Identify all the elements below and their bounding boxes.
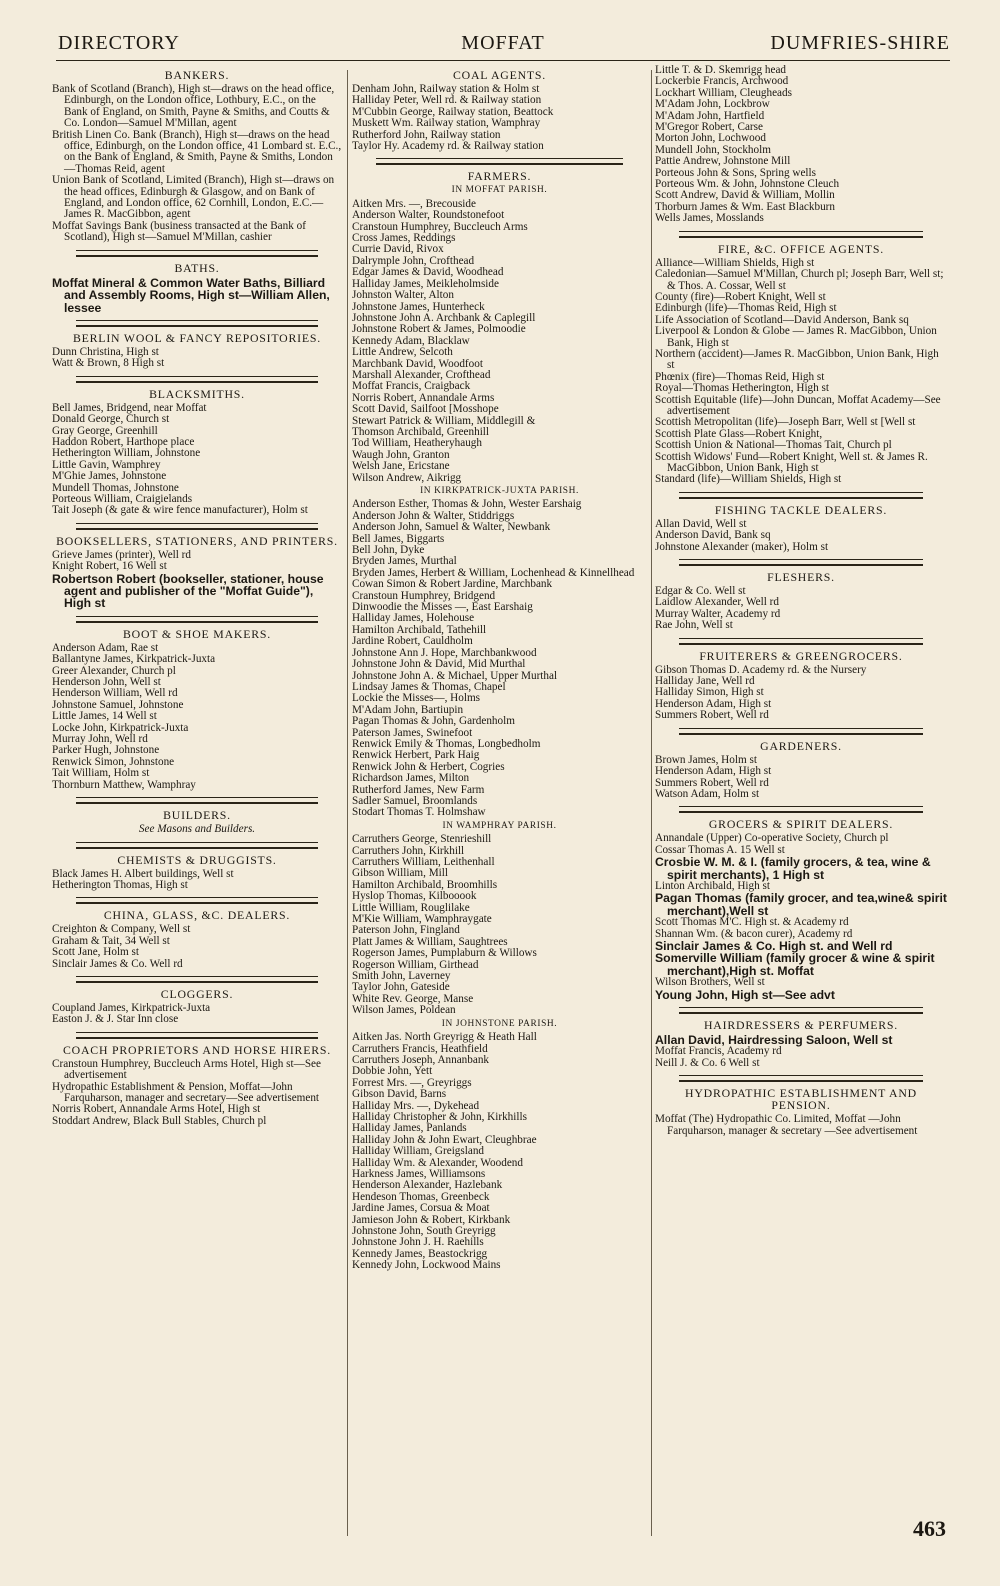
directory-entry: Halliday James, Meikleholmside	[352, 277, 499, 290]
directory-entry: Scottish Union & National—Thomas Tait, Church pl	[655, 439, 892, 452]
directory-entry: Cowan Simon & Robert Jardine, Marchbank	[352, 578, 553, 591]
directory-entry: Neill J. & Co. 6 Well st	[655, 1056, 760, 1069]
directory-entry: Johnstone John & David, Mid Murthal	[352, 658, 526, 671]
directory-entry: Creighton & Company, Well st	[52, 923, 191, 936]
directory-section	[52, 809, 342, 835]
directory-section	[52, 262, 342, 314]
directory-entry: Carruthers Joseph, Annanbank	[352, 1053, 490, 1066]
section-heading: FIRE, &C. OFFICE AGENTS.	[717, 241, 885, 256]
directory-entry: Mundell Thomas, Johnstone	[52, 481, 179, 494]
directory-entry: Moffat Francis, Craigback	[352, 380, 471, 393]
directory-section	[655, 818, 947, 1001]
directory-entry: Lockie the Misses—, Holms	[352, 692, 481, 705]
directory-entry: Rogerson James, Pumplaburn & Willows	[352, 947, 537, 960]
directory-entry: Henderson John, Well st	[52, 676, 161, 689]
directory-entry: Dinwoodie the Misses —, East Earshaig	[352, 601, 533, 614]
directory-entry: Easton J. & J. Star Inn close	[52, 1013, 179, 1026]
section-divider	[679, 728, 923, 735]
parish-subheading: IN JOHNSTONE PARISH.	[441, 1018, 558, 1029]
directory-entry: Anderson Walter, Roundstonefoot	[352, 209, 505, 222]
directory-entry: Black James H. Albert buildings, Well st	[52, 867, 234, 880]
directory-entry: Sadler Samuel, Broomlands	[352, 794, 478, 807]
directory-entry: Denham John, Railway station & Holm st	[352, 83, 540, 95]
directory-entry: Summers Robert, Well rd	[655, 776, 769, 789]
directory-entry: Allan David, Hairdressing Saloon, Well st	[655, 1033, 893, 1047]
directory-entry: Dunn Christina, High st	[52, 345, 159, 358]
directory-entry: Grieve James (printer), Well rd	[52, 548, 191, 561]
directory-entry: Union Bank of Scotland, Limited (Branch), High st—draws on the head offices, Edinburgh & Glasgow, and on Bank of England, and London office, 62 Cornhill, London, E.C.—James R. MacGibbon, agent	[52, 174, 335, 221]
directory-section	[655, 243, 947, 486]
directory-section	[655, 504, 947, 553]
directory-entry: Knight Robert, 16 Well st	[52, 560, 167, 573]
directory-entry: Jardine James, Corsua & Moat	[352, 1202, 490, 1215]
directory-entry: Halliday William, Greigsland	[352, 1145, 485, 1158]
directory-entry: Northern (accident)—James R. MacGibbon, Union Bank, High st	[655, 347, 939, 372]
directory-entry: Halliday Wm. & Alexander, Woodend	[352, 1156, 523, 1169]
directory-column-1	[52, 65, 342, 1127]
directory-entry: Mundell John, Stockholm	[655, 143, 771, 156]
directory-entry: Alliance—William Shields, High st	[655, 256, 815, 269]
section-heading: CLOGGERS.	[160, 986, 234, 1001]
directory-entry: White Rev. George, Manse	[352, 992, 474, 1005]
directory-entry: Scott David, Sailfoot [Mosshope	[352, 403, 499, 416]
column-rule	[651, 70, 652, 1536]
directory-entry: Thornburn Matthew, Wamphray	[52, 778, 196, 791]
directory-entry: Currie David, Rivox	[352, 243, 444, 256]
directory-entry: Moffat Savings Bank (business transacted at the Bank of Scotland), High st—Samuel M'Millan, cashier	[52, 219, 306, 244]
directory-entry: Scottish Plate Glass—Robert Knight,	[655, 427, 823, 440]
directory-column-2	[352, 65, 647, 1272]
directory-entry: Henderson Adam, High st	[655, 765, 772, 778]
directory-entry: County (fire)—Robert Knight, Well st	[655, 290, 826, 303]
directory-entry: Henderson William, Well rd	[52, 687, 178, 700]
directory-entry: Anderson Esther, Thomas & John, Wester Earshaig	[352, 498, 582, 511]
directory-entry: Robertson Robert (bookseller, stationer, house agent and publisher of the "Moffat Guide"), High st	[52, 571, 324, 611]
directory-section	[352, 170, 647, 484]
parish-subheading: IN MOFFAT PARISH.	[451, 185, 548, 196]
section-heading: BOOT & SHOE MAKERS.	[122, 626, 272, 641]
directory-entry: Liverpool & London & Globe — James R. MacGibbon, Union Bank, High st	[655, 325, 937, 349]
section-divider	[76, 616, 318, 623]
section-divider	[76, 842, 318, 849]
directory-entry: Anderson Adam, Rae st	[52, 641, 159, 654]
directory-entry: Sinclair James & Co. High st. and Well rd	[655, 938, 893, 953]
directory-entry: Scott Andrew, David & William, Mollin	[655, 189, 835, 202]
directory-entry: Lindsay James & Thomas, Chapel	[352, 680, 506, 693]
directory-section	[52, 909, 342, 970]
directory-entry: Forrest Mrs. —, Greyriggs	[352, 1076, 472, 1089]
directory-entry: Hyslop Thomas, Kilbooook	[352, 890, 477, 903]
directory-entry: Johnstone James, Hunterheck	[352, 300, 485, 313]
directory-entry: M'Adam John, Bartiupin	[352, 703, 464, 716]
directory-entry: Caledonian—Samuel M'Millan, Church pl; Joseph Barr, Well st; & Thos. A. Cossar, Well st	[655, 268, 944, 292]
section-divider	[679, 806, 923, 813]
section-heading: CHINA, GLASS, &C. DEALERS.	[103, 908, 291, 923]
directory-entry: Halliday Christopher & John, Kirkhills	[352, 1110, 527, 1123]
section-heading: FLESHERS.	[767, 570, 835, 585]
cross-reference-note: See Masons and Builders.	[138, 823, 256, 836]
directory-entry: Watson Adam, Holm st	[655, 787, 760, 800]
directory-entry: Pattie Andrew, Johnstone Mill	[655, 155, 791, 168]
section-divider	[376, 158, 623, 165]
directory-entry: Taylor John, Gateside	[352, 981, 450, 994]
section-divider	[76, 897, 318, 904]
directory-entry: Stewart Patrick & William, Middlegill &	[352, 414, 536, 427]
directory-entry: Aitken Mrs. —, Brecouside	[352, 197, 476, 210]
directory-entry: Stodart Thomas T. Holmshaw	[352, 806, 486, 819]
directory-section	[352, 1019, 647, 1272]
section-heading: GROCERS & SPIRIT DEALERS.	[708, 817, 894, 832]
directory-entry: Johnstone John, South Greyrigg	[352, 1225, 496, 1237]
section-divider	[76, 1032, 318, 1039]
section-heading: FARMERS.	[467, 169, 532, 184]
directory-entry: Rae John, Well st	[655, 619, 733, 632]
directory-entry: Kennedy James, Beastockrigg	[352, 1247, 488, 1260]
directory-entry: Lockhart William, Cleugheads	[655, 86, 792, 99]
directory-entry: Summers Robert, Well rd	[655, 709, 769, 722]
directory-section	[52, 988, 342, 1026]
directory-entry: Moffat Francis, Academy rd	[655, 1045, 782, 1058]
directory-entry: Gray George, Greenhill	[52, 424, 158, 437]
directory-entry: Cranstoun Humphrey, Buccleuch Arms Hotel, High st—See advertisement	[52, 1057, 321, 1082]
directory-entry: Johnstone John A. Archbank & Caplegill	[352, 311, 536, 324]
directory-entry: Hetherington Thomas, High st	[52, 878, 188, 891]
directory-section	[655, 650, 947, 722]
directory-entry: British Linen Co. Bank (Branch), High st—draws on the head office, Edinburgh, on the London office, 41 Lombard st. E.C., on the Bank of England, & Smith, Payne & Smiths, London—Thomas Reid, agent	[52, 128, 342, 175]
directory-entry: Watt & Brown, 8 High st	[52, 357, 165, 370]
directory-entry: Halliday James, Holehouse	[352, 612, 475, 625]
directory-entry: M'Adam John, Hartfield	[655, 109, 765, 122]
directory-entry: Little T. & D. Skemrigg head	[655, 64, 787, 76]
directory-section	[655, 65, 947, 225]
directory-entry: Johnstone Robert & James, Polmoodie	[352, 323, 526, 336]
directory-entry: Henderson Adam, High st	[655, 697, 772, 710]
parish-subheading: IN KIRKPATRICK-JUXTA PARISH.	[420, 486, 579, 496]
section-heading: BOOKSELLERS, STATIONERS, AND PRINTERS.	[56, 533, 338, 548]
section-divider	[76, 250, 318, 257]
directory-entry: M'Ghie James, Johnstone	[52, 470, 167, 483]
directory-entry: Moffat Mineral & Common Water Baths, Billiard and Assembly Rooms, High st—William Allen, lessee	[52, 275, 330, 315]
section-divider	[679, 492, 923, 499]
directory-section	[52, 388, 342, 517]
section-heading: BANKERS.	[164, 68, 230, 82]
header-center: MOFFAT	[461, 32, 545, 54]
directory-entry: Wilson Andrew, Aikrigg	[352, 471, 462, 484]
directory-entry: Life Association of Scotland—David Anderson, Bank sq	[655, 313, 909, 326]
directory-entry: Norris Robert, Annandale Arms	[352, 391, 495, 404]
section-divider	[679, 1007, 923, 1014]
directory-entry: Hamilton Archibald, Broomhills	[352, 878, 498, 891]
section-heading: HYDROPATHIC ESTABLISHMENT AND PENSION.	[685, 1086, 917, 1113]
section-divider	[679, 1075, 923, 1082]
directory-entry: Morton John, Lochwood	[655, 132, 766, 145]
directory-entry: M'Kie William, Wamphraygate	[352, 913, 492, 926]
header-left: DIRECTORY	[58, 32, 180, 54]
header-right: DUMFRIES-SHIRE	[770, 32, 950, 54]
section-heading: GARDENERS.	[760, 738, 842, 753]
directory-entry: Locke John, Kirkpatrick-Juxta	[52, 721, 189, 734]
section-heading: BATHS.	[174, 260, 220, 275]
directory-entry: Bell James, Biggarts	[352, 532, 445, 545]
directory-section	[52, 854, 342, 892]
directory-entry: M'Adam John, Lockbrow	[655, 98, 770, 111]
directory-entry: Rogerson William, Girthead	[352, 958, 479, 971]
directory-entry: Allan David, Well st	[655, 517, 747, 530]
directory-entry: Anderson John, Samuel & Walter, Newbank	[352, 521, 551, 534]
directory-entry: Johnstone Ann J. Hope, Marchbankwood	[352, 646, 537, 659]
directory-entry: Gibson Thomas D. Academy rd. & the Nursery	[655, 663, 867, 676]
directory-entry: Sinclair James & Co. Well rd	[52, 957, 183, 970]
directory-entry: Porteous Wm. & John, Johnstone Cleuch	[655, 178, 840, 191]
directory-entry: Kennedy John, Lockwood Mains	[352, 1259, 501, 1272]
directory-entry: Halliday Mrs. —, Dykehead	[352, 1099, 480, 1112]
directory-entry: Taylor Hy. Academy rd. & Railway station	[352, 140, 544, 153]
directory-entry: Halliday John & John Ewart, Cleughbrae	[352, 1133, 537, 1146]
directory-entry: Murray Walter, Academy rd	[655, 607, 781, 620]
directory-section	[655, 740, 947, 801]
directory-entry: Kennedy Adam, Blacklaw	[352, 334, 470, 347]
directory-entry: Scottish Metropolitan (life)—Joseph Barr, Well st [Well st	[655, 416, 916, 429]
directory-section	[52, 535, 342, 610]
directory-entry: Hetherington William, Johnstone	[52, 447, 201, 460]
directory-entry: Cranstoun Humphrey, Bridgend	[352, 589, 496, 602]
directory-entry: Edgar & Co. Well st	[655, 585, 746, 598]
directory-entry: Carruthers Francis, Heathfield	[352, 1042, 488, 1055]
directory-entry: Dobbie John, Yett	[352, 1065, 433, 1078]
directory-entry: Gibson William, Mill	[352, 867, 448, 880]
section-heading: HAIRDRESSERS & PERFUMERS.	[703, 1018, 899, 1032]
directory-entry: Rutherford John, Railway station	[352, 128, 501, 141]
directory-entry: Pagan Thomas (family grocer, and tea,wine& spirit merchant),Well st	[655, 891, 947, 918]
directory-entry: Richardson James, Milton	[352, 772, 470, 785]
directory-entry: Ballantyne James, Kirkpatrick-Juxta	[52, 653, 216, 666]
directory-section	[52, 69, 342, 244]
directory-entry: Marshall Alexander, Crofthead	[352, 368, 491, 381]
directory-entry: Royal—Thomas Hetherington, High st	[655, 382, 830, 395]
directory-entry: Hamilton Archibald, Tathehill	[352, 623, 487, 636]
directory-entry: Aitken Jas. North Greyrigg & Heath Hall	[352, 1031, 537, 1044]
directory-entry: Edinburgh (life)—Thomas Reid, High st	[655, 302, 837, 315]
directory-entry: Donald George, Church st	[52, 413, 170, 426]
section-divider	[679, 231, 923, 238]
directory-entry: Welsh Jane, Ericstane	[352, 460, 450, 473]
directory-entry: Tait William, Holm st	[52, 767, 150, 780]
directory-entry: Little William, Rouglilake	[352, 901, 470, 914]
directory-section	[352, 821, 647, 1017]
directory-entry: Scottish Equitable (life)—John Duncan, Moffat Academy—See advertisement	[655, 393, 941, 417]
directory-entry: Paterson John, Fingland	[352, 924, 460, 937]
directory-entry: Muskett Wm. Railway station, Wamphray	[352, 117, 541, 130]
directory-entry: Renwick Simon, Johnstone	[52, 755, 175, 768]
directory-entry: Johnstone John A. & Michael, Upper Murthal	[352, 669, 558, 682]
directory-entry: Somerville William (family grocer & wine & spirit merchant),High st. Moffat	[655, 951, 935, 978]
directory-entry: Graham & Tait, 34 Well st	[52, 934, 170, 947]
directory-entry: Standard (life)—William Shields, High st	[655, 473, 842, 486]
directory-entry: Wilson James, Poldean	[352, 1004, 456, 1017]
directory-entry: Cossar Thomas A. 15 Well st	[655, 843, 785, 856]
directory-entry: Tod William, Heatheryhaugh	[352, 437, 482, 450]
directory-entry: Renwick John & Herbert, Cogries	[352, 760, 505, 773]
section-heading: COACH PROPRIETORS AND HORSE HIRERS.	[62, 1042, 332, 1057]
directory-entry: Greer Alexander, Church pl	[52, 664, 176, 677]
directory-entry: Marchbank David, Woodfoot	[352, 357, 483, 370]
directory-entry: Gibson David, Barns	[352, 1088, 447, 1101]
directory-entry: Henderson Alexander, Hazlebank	[352, 1179, 503, 1192]
directory-section	[52, 1044, 342, 1127]
section-divider	[76, 797, 318, 804]
directory-entry: Halliday Peter, Well rd. & Railway station	[352, 94, 542, 107]
directory-entry: Hendeson Thomas, Greenbeck	[352, 1190, 490, 1203]
directory-entry: Thomson Archibald, Greenhill	[352, 425, 490, 438]
directory-entry: Carruthers William, Leithenhall	[352, 856, 495, 868]
directory-entry: Shannan Wm. (& bacon curer), Academy rd	[655, 927, 853, 940]
directory-entry: Johnstone Alexander (maker), Holm st	[655, 540, 829, 553]
directory-entry: M'Cubbin George, Railway station, Beattock	[352, 105, 554, 118]
directory-column-3	[655, 65, 947, 1137]
directory-entry: Porteous John & Sons, Spring wells	[655, 166, 816, 179]
directory-entry: Dalrymple John, Crofthead	[352, 254, 475, 267]
directory-entry: Bell James, Bridgend, near Moffat	[52, 401, 207, 414]
directory-entry: Halliday Jane, Well rd	[655, 675, 755, 688]
directory-entry: Phœnix (fire)—Thomas Reid, High st	[655, 370, 825, 383]
directory-entry: Johnstone Samuel, Johnstone	[52, 698, 184, 711]
directory-entry: Smith John, Laverney	[352, 970, 451, 983]
directory-entry: Stoddart Andrew, Black Bull Stables, Church pl	[52, 1114, 267, 1127]
directory-entry: Young John, High st—See advt	[655, 987, 835, 1002]
directory-entry: Bell John, Dyke	[352, 544, 425, 557]
directory-entry: Tait Joseph (& gate & wire fence manufacturer), Holm st	[52, 504, 308, 517]
directory-entry: Haddon Robert, Harthope place	[52, 435, 195, 448]
directory-entry: M'Gregor Robert, Carse	[655, 121, 763, 134]
directory-entry: Rutherford James, New Farm	[352, 783, 485, 796]
directory-entry: Halliday James, Panlands	[352, 1122, 467, 1135]
directory-section	[655, 1019, 947, 1069]
section-heading: FRUITERERS & GREENGROCERS.	[699, 648, 903, 663]
directory-entry: Pagan Thomas & John, Gardenholm	[352, 715, 515, 728]
directory-entry: Anderson David, Bank sq	[655, 529, 771, 542]
parish-subheading: IN WAMPHRAY PARISH.	[442, 820, 557, 831]
section-divider	[679, 559, 923, 566]
directory-section	[655, 571, 947, 632]
directory-entry: Porteous William, Craigielands	[52, 492, 193, 505]
directory-entry: Anderson John & Walter, Stiddriggs	[352, 509, 515, 522]
directory-section	[352, 486, 647, 819]
directory-entry: Harkness James, Williamsons	[352, 1167, 486, 1180]
directory-entry: Johnstone John J. H. Raehills	[352, 1236, 484, 1249]
directory-entry: Annandale (Upper) Co-operative Society, Church pl	[655, 832, 889, 845]
directory-entry: Brown James, Holm st	[655, 753, 757, 766]
directory-entry: Jamieson John & Robert, Kirkbank	[352, 1213, 511, 1226]
directory-entry: Bryden James, Murthal	[352, 555, 457, 568]
directory-entry: Moffat (The) Hydropathic Co. Limited, Moffat —John Farquharson, manager & secretary —See advertisement	[655, 1113, 918, 1137]
directory-entry: Bryden James, Herbert & William, Lochenhead & Kinnellhead	[352, 566, 635, 579]
directory-entry: Parker Hugh, Johnstone	[52, 744, 160, 757]
directory-entry: Coupland James, Kirkpatrick-Juxta	[52, 1001, 211, 1014]
section-divider	[76, 376, 318, 383]
directory-entry: Little Andrew, Selcoth	[352, 346, 453, 359]
directory-entry: Scott Jane, Holm st	[52, 946, 140, 959]
directory-entry: Thorburn James & Wm. East Blackburn	[655, 200, 835, 213]
directory-entry: Murray John, Well rd	[52, 733, 148, 746]
directory-section	[655, 1087, 947, 1137]
directory-section	[52, 332, 342, 370]
directory-entry: Wells James, Mosslands	[655, 212, 764, 225]
section-heading: BLACKSMITHS.	[149, 386, 245, 401]
section-heading: CHEMISTS & DRUGGISTS.	[117, 852, 277, 867]
directory-entry: Crosbie W. M. & I. (family grocers, & tea, wine & spirit merchants), 1 High st	[655, 855, 931, 882]
directory-entry: Norris Robert, Annandale Arms Hotel, High st	[52, 1103, 261, 1116]
column-rule	[347, 70, 348, 1536]
directory-entry: Lockerbie Francis, Archwood	[655, 75, 789, 88]
directory-entry: Little James, 14 Well st	[52, 710, 157, 723]
section-divider	[679, 638, 923, 645]
section-heading: FISHING TACKLE DEALERS.	[714, 502, 888, 517]
directory-entry: Edgar James & David, Woodhead	[352, 266, 504, 279]
directory-entry: Halliday Simon, High st	[655, 686, 764, 699]
directory-entry: Carruthers John, Kirkhill	[352, 844, 465, 857]
directory-entry: Cross James, Reddings	[352, 232, 456, 245]
directory-entry: Linton Archibald, High st	[655, 879, 770, 892]
section-heading: BERLIN WOOL & FANCY REPOSITORIES.	[72, 330, 322, 345]
directory-entry: Paterson James, Swinefoot	[352, 726, 473, 739]
directory-section	[352, 69, 647, 152]
section-heading: COAL AGENTS.	[452, 68, 547, 82]
directory-section	[52, 628, 342, 791]
page-number: 463	[913, 1516, 946, 1541]
directory-entry: Laidlow Alexander, Well rd	[655, 596, 779, 609]
directory-entry: Wilson Brothers, Well st	[655, 976, 765, 989]
directory-entry: Hydropathic Establishment & Pension, Moffat—John Farquharson, manager and secretary—See advertisement	[52, 1080, 320, 1104]
directory-entry: Carruthers George, Stenrieshill	[352, 833, 492, 846]
directory-entry: Renwick Herbert, Park Haig	[352, 749, 480, 762]
directory-entry: Cranstoun Humphrey, Buccleuch Arms	[352, 220, 528, 233]
directory-entry: Scottish Widows' Fund—Robert Knight, Well st. & James R. MacGibbon, Union Bank, High st	[655, 450, 928, 474]
section-divider	[76, 976, 318, 983]
directory-entry: Renwick Emily & Thomas, Longbedholm	[352, 737, 541, 750]
directory-entry: Johnston Walter, Alton	[352, 289, 454, 302]
directory-entry: Jardine Robert, Cauldholm	[352, 635, 473, 648]
directory-entry: Little Gavin, Wamphrey	[52, 458, 161, 471]
running-header	[56, 32, 950, 61]
directory-entry: Waugh John, Granton	[352, 448, 450, 461]
section-divider	[76, 320, 318, 327]
directory-entry: Platt James & William, Saughtrees	[352, 935, 508, 948]
section-heading: BUILDERS.	[163, 808, 231, 823]
directory-entry: Bank of Scotland (Branch), High st—draws on the head office, Edinburgh, on the London office, Lothbury, E.C., on the Bank of England, on Smith, Payne & Smiths, and Coutts & Co. London—Samuel M'Millan, agent	[52, 83, 335, 130]
section-divider	[76, 523, 318, 530]
directory-entry: Scott Thomas M'C. High st. & Academy rd	[655, 916, 849, 929]
